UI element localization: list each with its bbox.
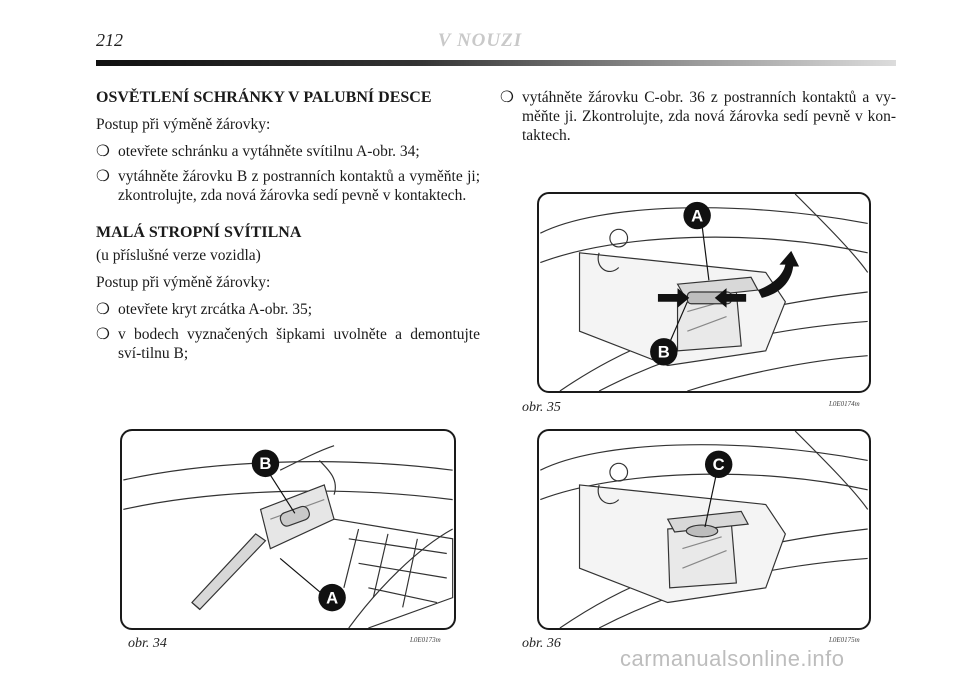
watermark: carmanualsonline.info (620, 646, 845, 671)
bullet-circle-icon: ❍ (96, 143, 110, 160)
list-item (96, 300, 480, 319)
figure-code: L0E0174m (829, 400, 860, 408)
callout-label: B (259, 454, 272, 474)
left-column (96, 88, 480, 369)
list-item-text: otevřete kryt zrcátka A-obr. 35; (118, 301, 313, 318)
callout-label: A (691, 206, 704, 226)
bullet-circle-icon: ❍ (500, 89, 514, 106)
section-heading-courtesy-light: MALÁ STROPNÍ SVÍTILNA (96, 224, 302, 241)
list-item (96, 325, 480, 363)
version-note: (u příslušné verze vozidla) (96, 247, 261, 264)
visor-mirror-lamp-illustration (539, 431, 869, 628)
list-item (500, 88, 896, 145)
list-item-text: vytáhněte žárovku C-obr. 36 z postranních kontaktů a vy-měňte ji. Zkontrolujte, zda nová žárovka sedí pevně v kon-taktech. (522, 89, 896, 144)
list-item (96, 167, 480, 205)
right-column (500, 88, 896, 151)
bullet-circle-icon: ❍ (96, 326, 110, 343)
figure-34 (120, 429, 456, 630)
figure-caption: obr. 34 (128, 636, 167, 651)
header-rule (96, 60, 896, 66)
bullet-circle-icon: ❍ (96, 301, 110, 318)
list-item-text: v bodech vyznačených šipkami uvolněte a demontujte sví-tilnu B; (118, 326, 480, 362)
page-number: 212 (96, 30, 123, 50)
list-item-text: otevřete schránku a vytáhněte svítilnu A-obr. 34; (118, 143, 420, 160)
figure-code: L0E0173m (410, 636, 441, 644)
section-title: V NOUZI (437, 30, 523, 51)
callout-label: B (657, 342, 670, 362)
figure-35 (537, 192, 871, 393)
bullet-circle-icon: ❍ (96, 168, 110, 185)
callout-label: A (326, 588, 339, 608)
sun-visor-illustration (539, 194, 869, 391)
glovebox-lamp-illustration (122, 431, 454, 628)
figure-caption: obr. 35 (522, 400, 561, 415)
procedure-intro: Postup při výměně žárovky: (96, 116, 271, 133)
figure-36 (537, 429, 871, 630)
list-item (96, 142, 480, 161)
list-item-text: vytáhněte žárovku B z postranních kontaktů a vyměňte ji; zkontrolujte, zda nová žárovka sedí pevně v kontaktech. (118, 168, 480, 204)
callout-label: C (712, 455, 725, 475)
figure-caption: obr. 36 (522, 636, 561, 651)
figure-code: L0E0175m (829, 636, 860, 644)
procedure-intro: Postup při výměně žárovky: (96, 274, 271, 291)
section-heading-glovebox: OSVĚTLENÍ SCHRÁNKY V PALUBNÍ DESCE (96, 89, 432, 106)
